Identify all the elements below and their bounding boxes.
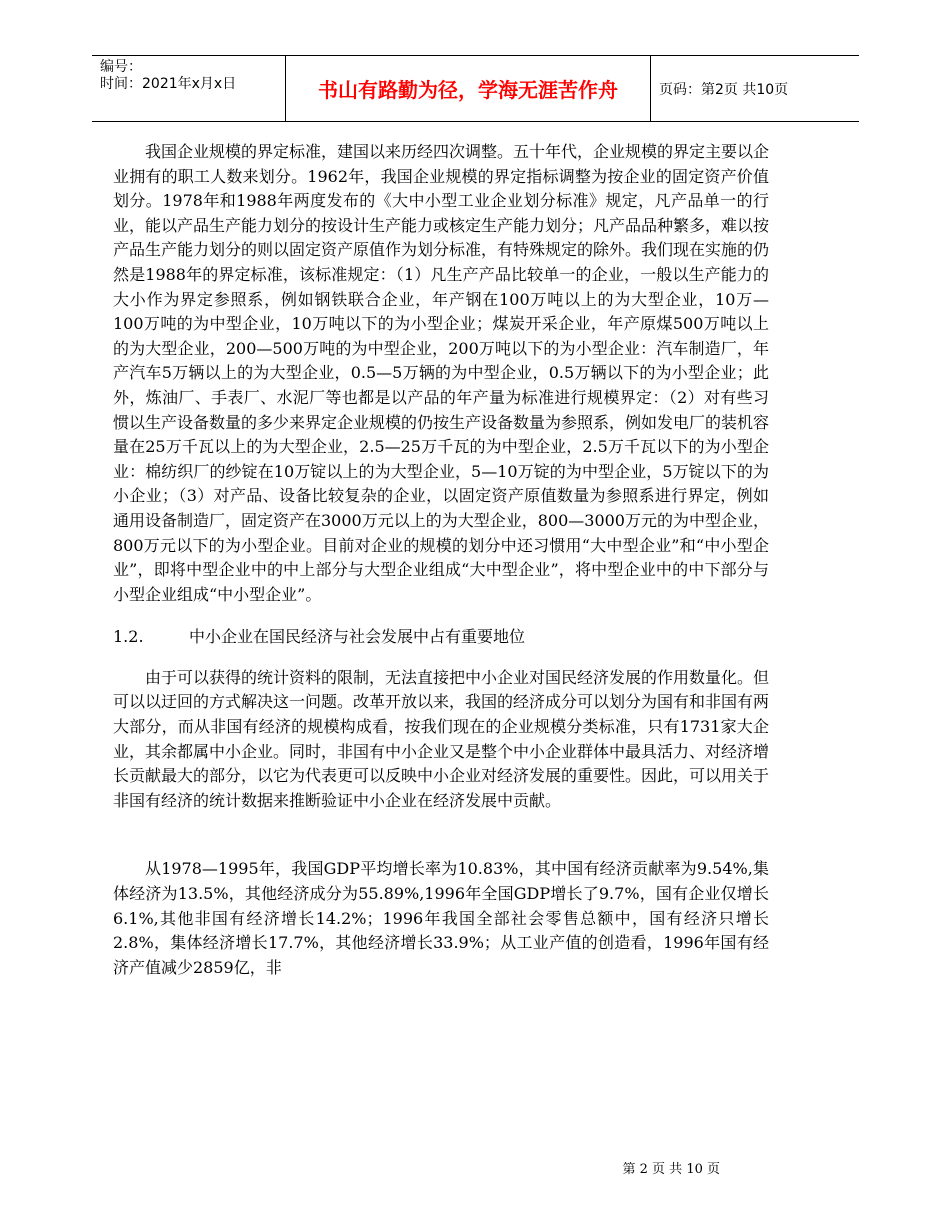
document-body bbox=[113, 140, 769, 980]
section-number: 1.2. bbox=[113, 627, 144, 647]
paragraph-growth-statistics: 从1978—1995年，我国GDP平均增长率为10.83%，其中国有经济贡献率为9.54%,集体经济为13.5%，其他经济成分为55.89%,1996年全国GDP增长了9.7%，国有企业仅增长6.1%,其他非国有经济增长14.2%；1996年我国全部社会零售总额中，国有经济只增长2.8%，集体经济增长17.7%，其他经济增长33.9%；从工业产值的创造看，1996年国有经济产值减少2859亿，非 bbox=[113, 859, 769, 977]
header-meta bbox=[92, 56, 285, 121]
section-title: 中小企业在国民经济与社会发展中占有重要地位 bbox=[189, 627, 526, 647]
section-heading bbox=[113, 625, 769, 650]
document-header bbox=[92, 55, 859, 122]
document-time-label: 时间：2021年x月x日 bbox=[100, 76, 237, 92]
header-motto: 书山有路勤为径，学海无涯苦作舟 bbox=[285, 56, 651, 121]
paragraph-sme-importance: 由于可以获得的统计资料的限制，无法直接把中小企业对国民经济发展的作用数量化。但可以以迂回的方式解决这一问题。改革开放以来，我国的经济成分可以划分为国有和非国有两大部分，而从非国有经济的规模构成看，按我们现在的企业规模分类标准，只有1731家大企业，其余都属中小企业。同时，非国有中小企业又是整个中小企业群体中最具活力、对经济增长贡献最大的部分，以它为代表更可以反映中小企业对经济发展的重要性。因此，可以用关于非国有经济的统计数据来推断验证中小企业在经济发展中贡献。 bbox=[113, 667, 770, 810]
document-number-label: 编号： bbox=[100, 59, 142, 75]
page-footer: 第 2 页 共 10 页 bbox=[622, 1162, 720, 1177]
paragraph-enterprise-scale-standards: 我国企业规模的界定标准，建国以来历经四次调整。五十年代，企业规模的界定主要以企业拥有的职工人数来划分。1962年，我国企业规模的界定指标调整为按企业的固定资产价值划分。1978年和1988年两度发布的《大中小型工业企业划分标准》规定，凡产品单一的行业，能以产品生产能力划分的按设计生产能力或核定生产能力划分；凡产品品种繁多，难以按产品生产能力划分的则以固定资产原值作为划分标准，有特殊规定的除外。我们现在实施的仍然是1988年的界定标准，该标准规定：（1）凡生产产品比较单一的企业，一般以生产能力的大小作为界定参照系，例如钢铁联合企业，年产钢在100万吨以上的为大型企业，10万—100万吨的为中型企业，10万吨以下的为小型企业；煤炭开采企业，年产原煤500万吨以上的为大型企业，200—500万吨的为中型企业，200万吨以下的为小型企业：汽车制造厂，年产汽车5万辆以上的为大型企业，0.5—5万辆的为中型企业，0.5万辆以下的为小型企业；此外，炼油厂、手表厂、水泥厂等也都是以产品的年产量为标准进行规模界定：（2）对有些习惯以生产设备数量的多少来界定企业规模的仍按生产设备数量为参照系，例如发电厂的装机容量在25万千瓦以上的为大型企业，2.5—25万千瓦的为中型企业，2.5万千瓦以下的为小型企业：棉纺织厂的纱锭在10万锭以上的为大型企业，5—10万锭的为中型企业，5万锭以下的为小企业；（3）对产品、设备比较复杂的企业，以固定资产原值数量为参照系进行界定，例如通用设备制造厂，固定资产在3000万元以上的为大型企业，800—3000万元的为中型企业，800万元以下的为小型企业。目前对企业的规模的划分中还习惯用“大中型企业”和“中小型企业”，即将中型企业中的中上部分与大型企业组成“大中型企业”，将中型企业中的中下部分与小型企业组成“中小型企业”。 bbox=[113, 142, 770, 604]
paragraph-spacer bbox=[113, 813, 769, 857]
header-page-number: 页码：第2页 共10页 bbox=[659, 81, 789, 98]
